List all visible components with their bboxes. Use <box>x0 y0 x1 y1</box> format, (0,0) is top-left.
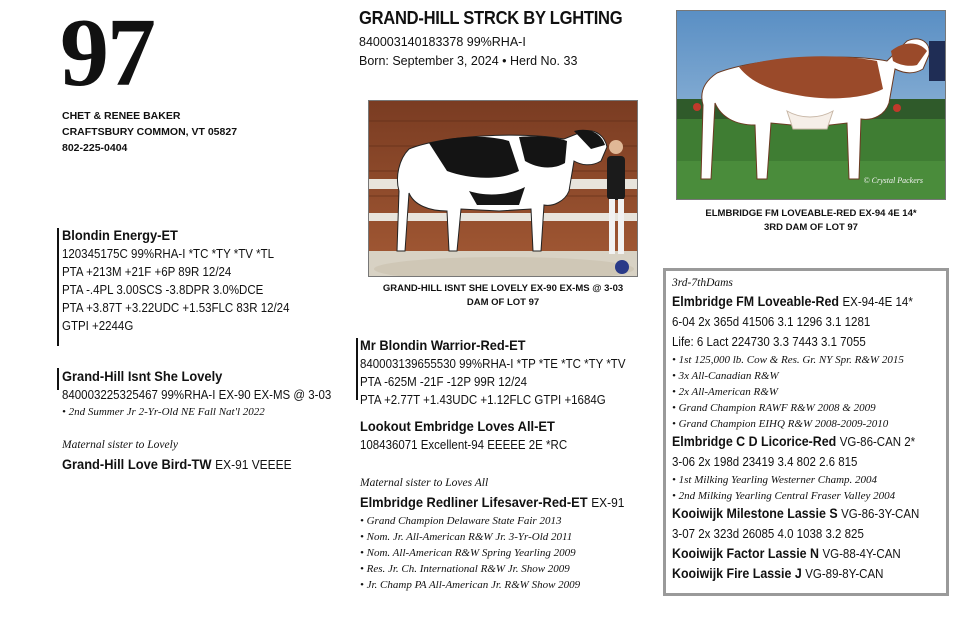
sire-block <box>62 225 309 335</box>
maternal-sister-2-score: EX-91 <box>591 495 625 510</box>
owner-city: CRAFTSBURY COMMON, VT 05827 <box>62 126 238 138</box>
third-dam-record: 6-04 2x 365d 41506 3.1 1296 3.1 1281 <box>672 315 871 329</box>
dam-bracket <box>57 368 59 390</box>
fifth-dam-score: VG-86-3Y-CAN <box>841 507 920 521</box>
fourth-dam-record: 3-06 2x 198d 23419 3.4 802 2.6 815 <box>672 455 858 469</box>
fourth-dam-name-row <box>672 432 924 452</box>
maternal-sister-2-bullet: • Res. Jr. Ch. International R&W Jr. Show 2009 <box>360 563 570 575</box>
third-dam-bullet: • 3x All-Canadian R&W <box>672 370 779 382</box>
maternal-sister-2-name-row <box>360 492 624 513</box>
dam-sire-line: PTA -625M -21F -12P 99R 12/24 <box>360 375 528 389</box>
third-dam-bullet: • Grand Champion EIHQ R&W 2008-2009-2010 <box>672 418 889 430</box>
maternal-sister-2-bullet: • Nom. All-American R&W Spring Yearling 2009 <box>360 547 576 559</box>
fifth-dam-name-row <box>672 504 924 524</box>
dam-sire-line: PTA +2.77T +1.43UDC +1.12FLC GTPI +1684G <box>360 393 606 407</box>
third-dam-photo <box>676 10 946 200</box>
sire-line: GTPI +2244G <box>62 319 134 333</box>
fourth-dam-score: VG-86-CAN 2* <box>839 435 916 449</box>
dam-photo <box>368 100 638 277</box>
maternal-sister-1-name: Grand-Hill Love Bird-TW <box>62 456 212 472</box>
dam-photo-caption-line2: DAM OF LOT 97 <box>466 297 540 308</box>
dam-line: 840003225325467 99%RHA-I EX-90 EX-MS @ 3-03 <box>62 388 332 402</box>
dams-box <box>663 268 949 596</box>
lot-number: 97 <box>60 0 154 107</box>
seventh-dam-name: Kooiwijk Fire Lassie J <box>672 566 802 581</box>
dam-name: Grand-Hill Isnt She Lovely <box>62 368 223 384</box>
dam-bullet: • 2nd Summer Jr 2-Yr-Old NE Fall Nat'l 2022 <box>62 406 265 418</box>
dam-block <box>62 366 355 420</box>
third-dam-name: Elmbridge FM Loveable-Red <box>672 294 840 309</box>
second-dam-name: Lookout Embridge Loves All-ET <box>360 418 555 434</box>
sixth-dam-name-row <box>672 544 924 564</box>
fifth-dam-record: 3-07 2x 323d 26085 4.0 1038 3.2 825 <box>672 527 864 541</box>
sire-line: 120345175C 99%RHA-I *TC *TY *TV *TL <box>62 247 275 261</box>
sixth-dam-score: VG-88-4Y-CAN <box>822 547 901 561</box>
third-dam-photo-caption <box>676 207 946 235</box>
third-dam-photo-caption-line2: 3RD DAM OF LOT 97 <box>764 222 858 233</box>
dam-sire-line: 840003139655530 99%RHA-I *TP *TE *TC *TY *TV <box>360 357 626 371</box>
third-dam-bullet: • 1st 125,000 lb. Cow & Res. Gr. NY Spr. R&W 2015 <box>672 354 904 366</box>
third-dam-bullet: • Grand Champion RAWF R&W 2008 & 2009 <box>672 402 876 414</box>
dam-sire-block <box>360 335 649 409</box>
lot-born-herd: Born: September 3, 2024 • Herd No. 33 <box>359 54 578 68</box>
sire-bracket <box>57 228 59 346</box>
fourth-dam-bullet: • 2nd Milking Yearling Central Fraser Valley 2004 <box>672 490 896 502</box>
maternal-sister-1-label: Maternal sister to Lovely <box>62 439 178 451</box>
dam-photo-caption-line1: GRAND-HILL ISNT SHE LOVELY EX-90 EX-MS @ 3-03 <box>382 283 624 294</box>
maternal-sister-2-bullet: • Nom. Jr. All-American R&W Jr. 3-Yr-Old 2011 <box>360 531 573 543</box>
third-dam-bullet: • 2x All-American R&W <box>672 386 778 398</box>
maternal-sister-2-bullet: • Grand Champion Delaware State Fair 2013 <box>360 515 562 527</box>
sire-line: PTA +3.87T +3.22UDC +1.53FLC 83R 12/24 <box>62 301 290 315</box>
dam-photo-image <box>369 101 638 277</box>
fourth-dam-name: Elmbridge C D Licorice-Red <box>672 434 837 449</box>
lot-title: GRAND-HILL STRCK BY LGHTING <box>359 8 623 28</box>
second-dam-block <box>360 416 585 454</box>
dam-sire-name: Mr Blondin Warrior-Red-ET <box>360 337 526 353</box>
maternal-sister-2 <box>360 474 647 593</box>
lot-registration: 840003140183378 99%RHA-I <box>359 35 526 49</box>
dams-box-content <box>666 271 946 584</box>
sixth-dam-name: Kooiwijk Factor Lassie N <box>672 546 820 561</box>
owner-info <box>62 108 237 156</box>
maternal-sister-1-score: EX-91 VEEEE <box>215 457 292 472</box>
fifth-dam-name: Kooiwijk Milestone Lassie S <box>672 506 838 521</box>
third-dam-photo-caption-line1: ELMBRIDGE FM LOVEABLE-RED EX-94 4E 14* <box>705 208 917 219</box>
owner-phone: 802-225-0404 <box>62 142 128 154</box>
third-dam-name-row <box>672 292 924 312</box>
sire-name: Blondin Energy-ET <box>62 227 178 243</box>
maternal-sister-2-bullet: • Jr. Champ PA All-American Jr. R&W Show 2009 <box>360 579 581 591</box>
sire-line: PTA -.4PL 3.00SCS -3.8DPR 3.0%DCE <box>62 283 264 297</box>
fourth-dam-bullet: • 1st Milking Yearling Westerner Champ. 2004 <box>672 474 878 486</box>
second-dam-line: 108436071 Excellent-94 EEEEE 2E *RC <box>360 438 568 452</box>
maternal-sister-2-name: Elmbridge Redliner Lifesaver-Red-ET <box>360 494 588 510</box>
dam-sire-bracket <box>356 338 358 400</box>
third-dam-score: EX-94-4E 14* <box>842 295 913 309</box>
maternal-sister-1-name-row <box>62 454 292 475</box>
photo-watermark: © Crystal Packers <box>863 176 923 185</box>
third-dam-photo-image <box>677 11 946 200</box>
sire-line: PTA +213M +21F +6P 89R 12/24 <box>62 265 232 279</box>
seventh-dam-score: VG-89-8Y-CAN <box>805 567 884 581</box>
seventh-dam-name-row <box>672 564 924 584</box>
maternal-sister-1 <box>62 436 312 475</box>
dam-photo-caption <box>368 282 638 310</box>
third-dam-lifetime: Life: 6 Lact 224730 3.3 7443 3.1 7055 <box>672 335 866 349</box>
dams-box-label: 3rd-7thDams <box>672 277 733 289</box>
owner-name: CHET & RENEE BAKER <box>62 110 181 122</box>
maternal-sister-2-label: Maternal sister to Loves All <box>360 477 489 489</box>
